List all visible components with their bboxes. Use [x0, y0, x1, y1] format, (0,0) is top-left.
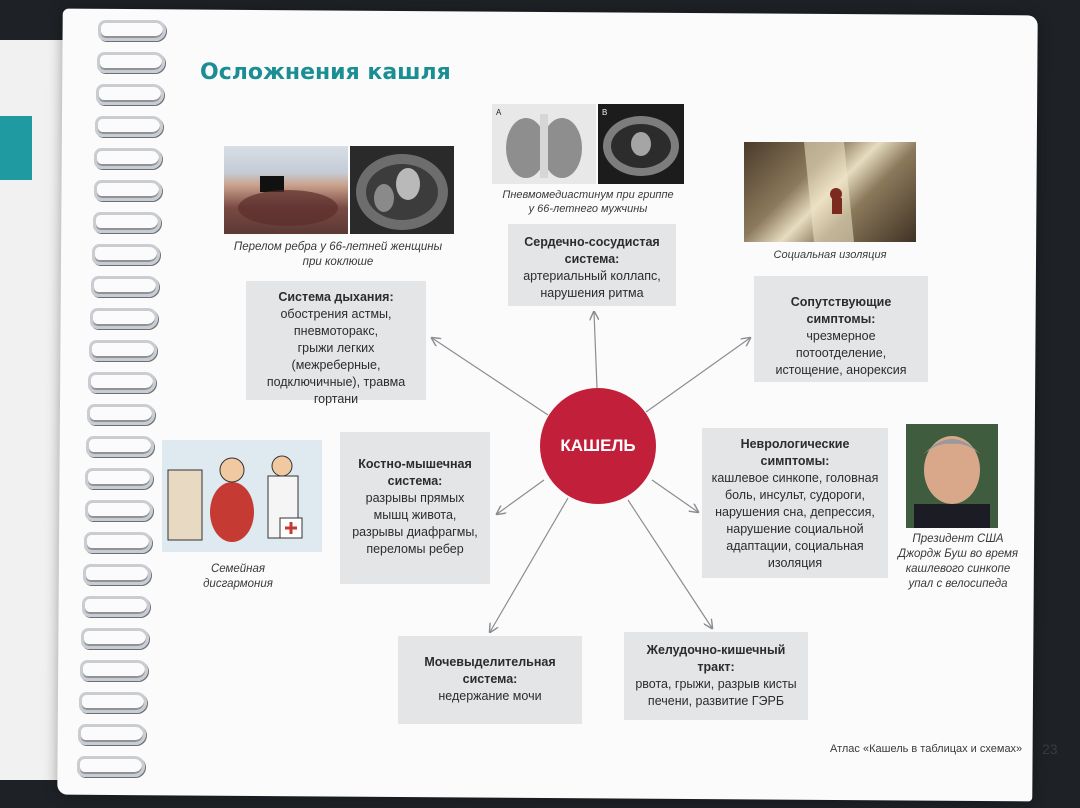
- card-respiratory-line: пневмоторакс,: [293, 324, 379, 338]
- card-respiratory-line: подключичные), травма: [266, 375, 406, 389]
- xray-label-b: B: [602, 108, 608, 117]
- card-urinary: [398, 636, 582, 724]
- caption-line: Пневмомедиастинум при гриппе: [502, 189, 674, 201]
- card-symptoms-line: чрезмерное потоотделение,: [795, 329, 887, 360]
- caption-line: Социальная изоляция: [773, 249, 887, 261]
- card-gastrointestinal: [624, 632, 808, 720]
- card-musculo-line: мышц живота,: [373, 508, 457, 522]
- caption-social-isolation: [744, 248, 916, 263]
- card-gi-line: печени, развитие ГЭРБ: [647, 694, 785, 708]
- caption-line: Семейная: [210, 563, 266, 575]
- card-musculo-heading: Костно-мышечная система:: [358, 457, 472, 488]
- card-respiratory-line: гортани: [313, 392, 359, 406]
- card-neuro-line: боль, инсульт, судороги,: [724, 488, 866, 502]
- caption-rib-fracture: [218, 240, 458, 270]
- social-isolation-painting: [744, 142, 916, 242]
- card-cardio-heading: Сердечно-сосудистая система:: [524, 235, 660, 266]
- arrow-to-gi: [628, 500, 712, 628]
- rib-fracture-photo: [224, 146, 348, 234]
- card-neuro-line: кашлевое синкопе, головная: [711, 471, 879, 485]
- card-musculoskeletal: [340, 432, 490, 584]
- caption-line: Перелом ребра у 66-летней женщины: [233, 241, 443, 253]
- family-disharmony-cartoon: [162, 440, 322, 552]
- card-symptoms: [754, 276, 928, 382]
- arrow-to-urinary: [490, 498, 568, 632]
- card-respiratory-line: грыжи легких: [297, 341, 375, 355]
- center-node-cough: КАШЕЛЬ: [540, 388, 656, 504]
- card-symptoms-heading: Сопутствующие симптомы:: [790, 295, 892, 326]
- card-cardio-line: нарушения ритма: [540, 286, 644, 300]
- card-respiratory: [246, 281, 426, 406]
- caption-line: кашлевого синкопе: [905, 563, 1011, 575]
- card-cardio-line: артериальный коллапс,: [523, 269, 661, 283]
- arrow-to-respiratory: [432, 338, 548, 415]
- card-cardio: [508, 224, 676, 306]
- card-musculo-line: разрывы прямых: [365, 491, 465, 505]
- card-neuro-line: адаптации, социальная: [726, 539, 864, 553]
- page-title: Осложнения кашля: [200, 60, 451, 85]
- book-footer: Атлас «Кашель в таблицах и схемах»: [830, 743, 1023, 755]
- arrow-to-cardio: [594, 312, 597, 388]
- card-respiratory-heading: Система дыхания:: [278, 290, 394, 304]
- arrow-to-musculo: [497, 480, 544, 514]
- president-portrait-photo: [906, 424, 998, 528]
- caption-line: упал с велосипеда: [908, 578, 1008, 590]
- rib-fracture-ct-scan: [350, 146, 454, 234]
- card-urinary-line: недержание мочи: [438, 689, 542, 703]
- card-musculo-line: разрывы диафрагмы,: [352, 525, 478, 539]
- caption-line: при коклюше: [302, 256, 374, 268]
- caption-pneumomediastinum: [490, 188, 686, 216]
- caption-family-disharmony: [178, 562, 298, 592]
- card-neuro-heading: Неврологические симптомы:: [740, 437, 850, 468]
- caption-president: [890, 532, 1026, 592]
- card-neuro-line: нарушения сна, депрессия,: [715, 505, 875, 519]
- arrow-to-symptoms: [646, 338, 750, 412]
- card-musculo-line: переломы ребер: [366, 542, 464, 556]
- caption-line: Джордж Буш во время: [897, 548, 1019, 560]
- caption-line: дисгармония: [203, 578, 273, 590]
- card-urinary-heading: Мочевыделительная система:: [424, 655, 556, 686]
- card-respiratory-line: (межреберные,: [291, 358, 381, 372]
- card-neuro: [702, 428, 888, 578]
- card-respiratory-line: обострения астмы,: [280, 307, 392, 321]
- card-gi-heading: Желудочно-кишечный тракт:: [646, 643, 786, 674]
- caption-line: Президент США: [912, 533, 1004, 545]
- arrow-to-neuro: [652, 480, 698, 512]
- card-symptoms-line: истощение, анорексия: [775, 363, 907, 377]
- chest-ct-b: [598, 104, 684, 184]
- caption-line: у 66-летнего мужчины: [528, 203, 648, 215]
- card-gi-line: рвота, грыжи, разрыв кисты: [635, 677, 797, 691]
- card-neuro-line: изоляция: [767, 556, 823, 570]
- xray-label-a: A: [496, 108, 502, 117]
- page-number: 23: [1042, 741, 1058, 757]
- card-neuro-line: нарушение социальной: [726, 522, 864, 536]
- chest-xray-a: [492, 104, 596, 184]
